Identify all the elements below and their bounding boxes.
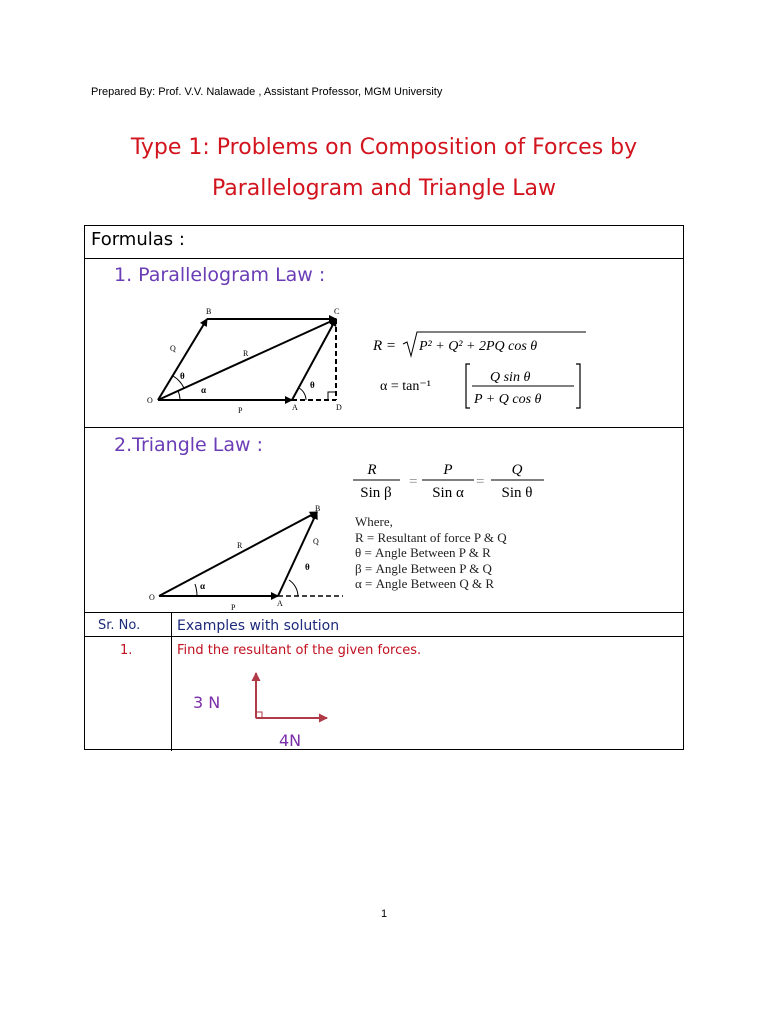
example-question: Find the resultant of the given forces. <box>177 643 422 658</box>
formula-alpha-lhs: α = tan⁻¹ <box>380 379 431 394</box>
label-tri-vector-p: P <box>231 603 236 612</box>
sine-rule-formula <box>350 458 550 504</box>
label-vertex-c: C <box>334 307 340 316</box>
page-title-line-1: Type 1: Problems on Composition of Forces by <box>130 135 638 160</box>
label-vertex-o: O <box>147 396 153 405</box>
label-vector-p: P <box>238 406 243 415</box>
ratio-num-r: R <box>367 462 377 478</box>
label-vertex-d: D <box>336 403 342 412</box>
definition-r: R = Resultant of force P & Q <box>355 529 507 545</box>
triangle-diagram <box>145 500 345 615</box>
alpha-formula <box>370 360 590 412</box>
definitions-block <box>355 514 507 592</box>
right-angle-mark <box>328 392 336 400</box>
resultant-formula <box>370 326 590 364</box>
label-tri-vertex-a: A <box>277 599 283 608</box>
row-divider <box>85 636 683 637</box>
definition-alpha: α = Angle Between Q & R <box>355 576 495 591</box>
label-tri-vertex-b: B <box>315 504 321 513</box>
label-tri-vector-r: R <box>237 541 243 550</box>
force-label-4n: 4N <box>279 731 302 750</box>
parallelogram-law-heading: 1. Parallelogram Law : <box>114 264 326 286</box>
label-angle-theta: θ <box>180 371 185 381</box>
formula-alpha-numerator: Q sin θ <box>490 370 531 385</box>
triangle-q-vector <box>278 512 317 596</box>
triangle-law-heading: 2.Triangle Law : <box>114 434 263 456</box>
force-diagram <box>245 665 335 730</box>
label-angle-theta-2: θ <box>310 380 315 390</box>
column-divider <box>171 612 172 751</box>
example-number: 1. <box>120 643 133 658</box>
definition-theta: θ = Angle Between P & R <box>355 545 491 560</box>
ratio-den-beta: Sin β <box>360 485 392 501</box>
formulas-heading: Formulas : <box>91 229 185 250</box>
formula-r-radicand: P² + Q² + 2PQ cos θ <box>419 339 538 354</box>
row-divider <box>85 427 683 428</box>
label-angle-alpha: α <box>201 385 207 395</box>
force-label-3n: 3 N <box>193 693 221 712</box>
ratio-den-alpha: Sin α <box>432 485 464 501</box>
ratio-equals-1: = <box>409 474 418 490</box>
label-vertex-a: A <box>292 403 298 412</box>
parallelogram-diagram <box>140 300 360 420</box>
label-tri-vertex-o: O <box>149 593 155 602</box>
row-divider <box>85 258 683 259</box>
column-header-examples: Examples with solution <box>177 618 340 634</box>
ratio-num-p: P <box>443 462 453 478</box>
formula-r-lhs: R = <box>373 338 397 354</box>
ratio-den-theta: Sin θ <box>501 485 533 501</box>
prepared-by: Prepared By: Prof. V.V. Nalawade , Assistant Professor, MGM University <box>91 86 443 98</box>
label-vertex-b: B <box>206 307 212 316</box>
ratio-equals-2: = <box>476 474 485 490</box>
label-tri-angle-theta: θ <box>305 562 310 572</box>
column-header-sr-no: Sr. No. <box>98 618 141 633</box>
label-tri-angle-alpha: α <box>200 581 206 591</box>
definition-beta: β = Angle Between P & Q <box>355 560 492 576</box>
definitions-intro: Where, <box>355 514 393 529</box>
ratio-num-q: Q <box>511 462 523 478</box>
page-number: 1 <box>380 908 388 920</box>
page-title-line-2: Parallelogram and Triangle Law <box>211 176 557 201</box>
label-vector-q: Q <box>170 344 176 353</box>
formula-alpha-denominator: P + Q cos θ <box>474 392 542 407</box>
label-vector-r: R <box>243 349 249 358</box>
label-tri-vector-q: Q <box>313 537 319 546</box>
